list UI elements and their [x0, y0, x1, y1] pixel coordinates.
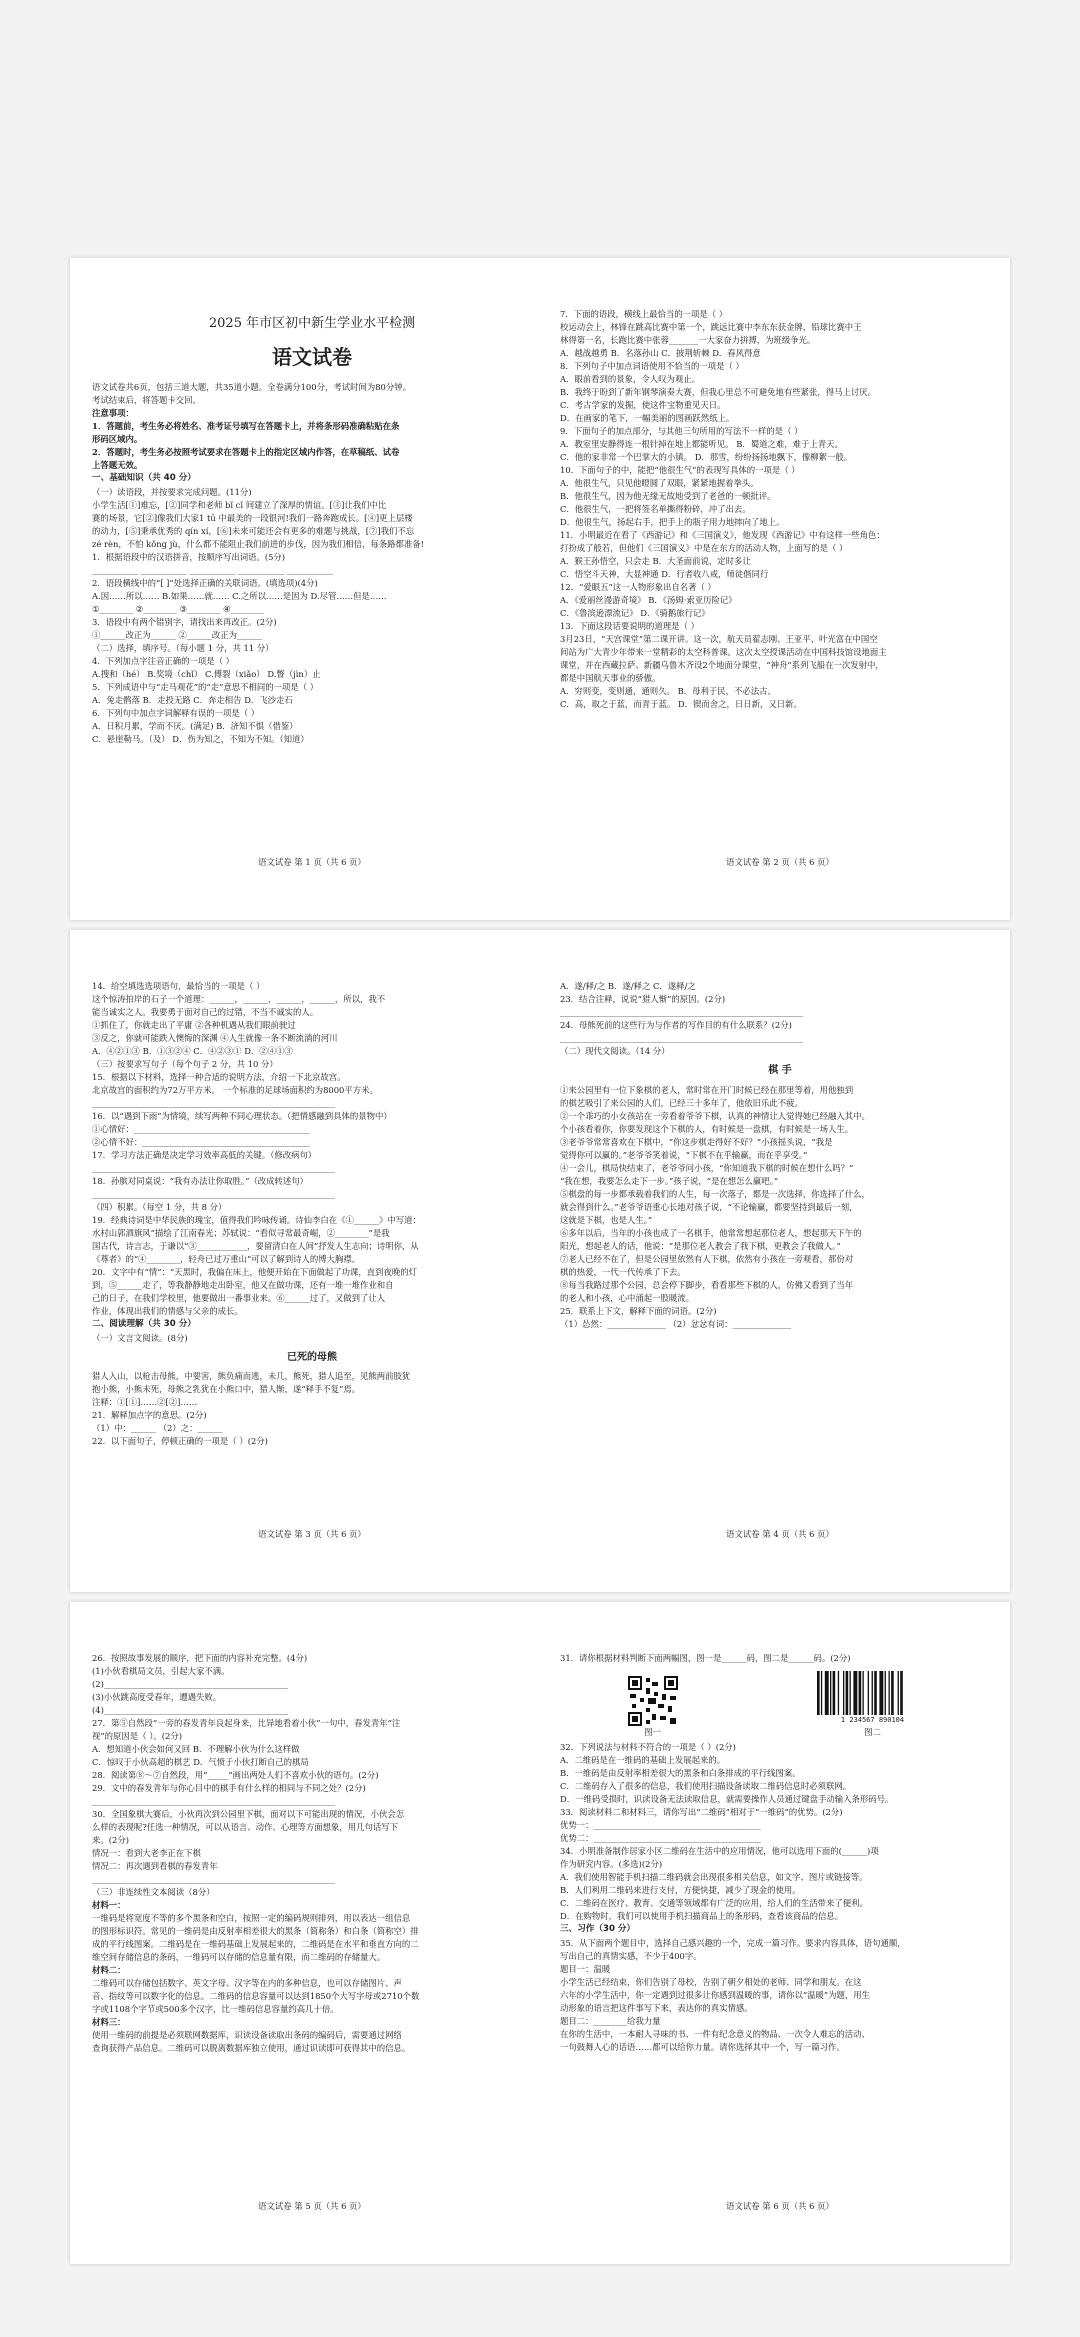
exam-text-line: 字或1108个字节或500多个汉字，比一维码信息容量约高几十倍。 — [92, 2004, 339, 2015]
exam-text-line: 猎人入山，以枪击母熊，中要害，熊负痛而逃，未几，熊死，猎人追至，见熊两前肢犹 — [92, 1371, 411, 1382]
exam-text-line: ①________ ②________ ③________ ④________ — [92, 603, 265, 614]
exam-text-line: 23．结合注释，说说“猎人惭”的原因。(2分) — [560, 994, 726, 1005]
exam-text-line: __________________________________________________________ — [560, 1033, 803, 1044]
page-6-footer: 语文试卷 第 6 页（共 6 页） — [726, 2201, 834, 2211]
exam-text-line: A．穷则变，变则通，通则久。 B．母利于民，不必法古。 — [560, 686, 776, 697]
exam-text-line: A．想知道小伙会如何又回 B．不理解小伙为什么这样做 — [92, 1744, 300, 1755]
barcode-bar — [858, 1671, 861, 1715]
exam-text-line: C．二维码存入了很多的信息，我们使用扫描设备读取二维码信息时必须联网。 — [560, 1781, 852, 1792]
barcode-bar — [832, 1671, 835, 1715]
exam-text-line: A．《爱丽丝漫游奇境》 B．《汤姆·索亚历险记》 — [560, 595, 737, 606]
barcode-bar — [897, 1671, 898, 1715]
exam-text-line: A．猴王孙悟空，只会走 B．大圣面前说，定时多让 — [560, 556, 751, 567]
exam-text-line: (4)____________________________________________ — [92, 1705, 289, 1716]
exam-text-line: 题目二：________给我力量 — [560, 2015, 661, 2026]
exam-text-line: 情况二：再次遇到看棋的春发青年 — [92, 1861, 218, 1872]
exam-text-line: __________________________________________________________ — [92, 1874, 335, 1885]
exam-text-line: 材料一： — [92, 1900, 126, 1911]
exam-text-line: 的棋艺吸引了来公园的人们，已经三十多年了，他依旧乐此不疲。 — [560, 1097, 803, 1108]
exam-text-line: 《尊者》的“④________，轻舟已过万重山”可以了解到诗人的博大胸襟。 — [92, 1254, 361, 1265]
figure-one-caption: 图一 — [644, 1727, 661, 1737]
barcode-bar — [845, 1671, 848, 1715]
figure-two — [813, 1671, 933, 1739]
page-5-left-column — [92, 1652, 532, 2055]
exam-text-line: A.因……所以…… B.如果……就…… C.之所以……是因为 D.尽管……但是…… — [92, 590, 387, 601]
exam-text-line: 音、指纹等可以数字化的信息。二维码的信息容量可以达到1850个大写字母或2710个数 — [92, 1991, 420, 2002]
exam-text-line: 18．孙膑对同桌说：“我有办法让你取胜。”（改成转述句） — [92, 1176, 309, 1187]
exam-text-line: 国古代，诗言志，于谦以“③____________，要留清白在人间”抒发人生志向；诗明你，从 — [92, 1241, 419, 1252]
exam-text-line: 在你的生活中，一本耐人寻味的书、一件有纪念意义的物品、一次令人难忘的活动、 — [560, 2028, 870, 2039]
exam-text-line: ⑦老人已经不在了，但是公园里依然有人下棋，依然有小孩在一旁观看，那份对 — [560, 1253, 854, 1264]
exam-text-line: 维空间存储信息的条码，一维码可以存储的信息量有限，而二维码的存储量大。 — [92, 1952, 386, 1963]
exam-text-line: 己的日子，在我们学校里，他要做出一番事业来。⑥______过了，又做到了让人 — [92, 1293, 386, 1304]
exam-page-sheet-3 — [70, 1602, 1010, 2264]
exam-text-line: 21．解释加点字的意思。(2分) — [92, 1410, 207, 1421]
exam-text-line: 25．联系上下文，解释下面的词语。(2分) — [560, 1305, 717, 1316]
exam-text-line: B．一维码是由反射率相差很大的黑条和白条排成的平行线图案。 — [560, 1768, 801, 1779]
exam-text-line: C．他的家非常一个巴掌大的小镇。 D．那雪，纷纷扬扬地飘下，像柳絮一般。 — [560, 452, 853, 463]
exam-text-line: 棋 手 — [768, 1065, 792, 1077]
barcode-bar — [879, 1671, 883, 1715]
exam-text-line: 优势二：________________________________________ — [560, 1833, 761, 1844]
exam-text-line: D．他很生气，扬起右手，把手上的瓶子用力地摔向了地上。 — [560, 517, 785, 528]
barcode-bar — [830, 1671, 831, 1715]
exam-text-line: 题目一：温暖 — [560, 1963, 611, 1974]
exam-text-line: 5．下列成语中与“走马观花”的“走”意思不相同的一项是（ ） — [92, 681, 319, 692]
exam-text-line: 35．从下面两个题目中，选择自己感兴趣的一个，完成一篇习作。要求内容具体，语句通顺， — [560, 1937, 906, 1948]
exam-text-line: 校运动会上，林锋在跳高比赛中第一个，跳远比赛中李东东获金牌，铅球比赛中王 — [560, 322, 862, 333]
exam-text-line: 一句鼓舞人心的话语……都可以给你力量。请你选择其中一个，写一篇习作。 — [560, 2041, 845, 2052]
barcode-icon — [813, 1671, 933, 1715]
exam-text-line: 13．下面这段话要说明的道理是（ ） — [560, 621, 699, 632]
exam-text-line: 间站为广大青少年带来一堂精彩的太空科普课。这次太空授课活动在中国科技馆设地面主 — [560, 647, 887, 658]
exam-text-line: 26．按照故事发展的顺序，把下面的内容补充完整。(4分) — [92, 1653, 308, 1663]
page-3-footer: 语文试卷 第 3 页（共 6 页） — [258, 1529, 366, 1539]
exam-text-line: 语文试卷共6页，包括三道大题，共35道小题。全卷满分100分，考试时间为80分钟。 — [92, 382, 411, 393]
exam-text-line: 一维码是将宽度不等的多个黑条和空白，按照一定的编码规则排列，用以表达一组信息 — [92, 1913, 411, 1924]
exam-text-line: 小学生活已经结束，你们告别了母校，告别了朝夕相处的老师、同学和朋友。在这 — [560, 1976, 862, 1987]
barcode-bar — [871, 1671, 872, 1715]
exam-text-line: 赛的场景，它[②]像我们大家1 tū 中最美的一段银河!我们一路奔跑成长。[④]更上层楼 — [92, 512, 413, 523]
exam-text-line: C．《鲁滨逊漂流记》 D．《骑鹅旅行记》 — [560, 608, 710, 619]
exam-text-line: 6．下列句中加点字词解释有误的一项是（ ） — [92, 707, 260, 718]
exam-text-line: 六年的小学生活中，你一定遇到过很多让你感到温暖的事，请你以“温暖”为题，用生 — [560, 1989, 871, 2000]
exam-text-line: ①来公园里有一位下象棋的老人，常时常在开门时候已经在那里等着，用他独到 — [560, 1084, 854, 1095]
exam-text-line: （一）文言文阅读。(8分) — [92, 1332, 188, 1343]
exam-text-line: A.搜和（hé） B.奖境（chǐ） C.傅裂（xiǎo） D.瞥（jìn）止 — [92, 668, 321, 679]
exam-text-line: 的动力，[⑤]秉承优秀的 qín xí，[⑥]未来可能还会有更多的难题与挑战，[⑦]我们不忘 — [92, 525, 415, 536]
exam-text-line: 3月23日，“天宫课堂”第二课开讲。这一次，航天员翟志刚、王亚平、叶光富在中国空 — [560, 634, 878, 645]
barcode-bar — [837, 1671, 838, 1715]
exam-text-line: ⑤棋盘的每一步都承载着我们的人生，每一次落子，都是一次选择，你选择了什么， — [560, 1188, 870, 1199]
barcode-bar — [843, 1671, 844, 1715]
exam-text-line: 抱小熊，小熊未死，母熊之乳犹在小熊口中，猎人惭，遂“释手不复”焉。 — [92, 1384, 361, 1395]
exam-text-line: 形码区域内。 — [92, 434, 143, 445]
exam-text-line: 17．学习方法正确是决定学习效率高低的关键。（修改病句） — [92, 1150, 317, 1161]
exam-text-line: 二、阅读理解（共 30 分） — [92, 1319, 196, 1330]
exam-text-line: A．遂/释/之 B．遂/释之 C．遂释/之 — [560, 981, 696, 991]
exam-text-line: __________________________________________________________ — [92, 1189, 335, 1200]
exam-text-line: A．眼前看到的景象，令人叹为观止。 — [560, 374, 701, 385]
exam-text-line: 到，⑤______走了，等我静静地走出卧室，他又在做功课，还有一堆一堆作业和自 — [92, 1280, 394, 1291]
exam-text-line: __________________________________________________________ — [92, 1163, 335, 1174]
exam-text-line: A．兔走鹘落 B．走投无路 C．奔走相告 D．飞沙走石 — [92, 694, 293, 705]
exam-text-line: 16．以“遇到下雨”为情境，续写两种不同心理状态。（把情感融到具体的景物中） — [92, 1111, 392, 1122]
exam-text-line: ⑥多年以后，当年的小孩也成了一名棋手，他常常想起那位老人，想起那天下午的 — [560, 1227, 862, 1238]
barcode-bar — [862, 1671, 863, 1715]
exam-text-line: 这个惊涛拍岸的石子一个道理：______，______，______，______，所以，我不 — [92, 994, 386, 1005]
exam-text-line: 20．文字中有“情”：“天黑时，我偏在床上，他便开始在下面做起了功课，直到夜晚的灯 — [92, 1267, 417, 1278]
barcode-bar — [853, 1671, 857, 1715]
exam-text-line: 查询获得产品信息。二维码可以脱离数据库独立使用，通过识读即可获得其中的信息。 — [92, 2043, 411, 2054]
page-6-right-column — [560, 1652, 1000, 2054]
barcode-bar — [888, 1671, 889, 1715]
page-4-footer: 语文试卷 第 4 页（共 6 页） — [726, 1529, 834, 1539]
barcode-bar — [824, 1671, 828, 1715]
exam-text-line: 课堂，并在西藏拉萨、新疆乌鲁木齐设2个地面分课堂，“神舟”系列飞船在一次发射中， — [560, 660, 884, 671]
exam-text-line: A．我们使用智能手机扫描二维码就会出现很多相关信息，如文字、图片或链接等。 — [560, 1872, 868, 1883]
exam-text-line: （三）按要求写句子（每个句子 2 分，共 10 分） — [92, 1059, 278, 1070]
exam-text-line: 就会得到什么。”老爷爷语重心长地对孩子说，“不论输赢，都要坚持到最后一刻， — [560, 1201, 858, 1212]
exam-text-line: __________________________________________________________ — [560, 1007, 803, 1018]
exam-text-line: ①______改正为______ ②______改正为______ — [92, 629, 263, 640]
exam-text-line: 觉得你可以赢的。”老爷爷笑着说，“下棋不在乎输赢，而在乎享受。” — [560, 1149, 808, 1160]
exam-text-line: ①心情好：__________________________________________ — [92, 1124, 310, 1135]
exam-text-line: ___________ ___________ ___________ ___________ ___________ — [92, 564, 333, 575]
exam-page-sheet-1 — [70, 258, 1010, 920]
exam-text-line: C．高，取之于蓝，而青于蓝。 D．锲而舍之，日日新，又日新。 — [560, 699, 802, 710]
page-3-left-column — [92, 980, 532, 1448]
exam-text-line: 3．语段中有两个错别字，请找出来再改正。(2分) — [92, 616, 277, 627]
exam-text-line: 2．答题时，考生务必按照考试要求在答题卡上的指定区域内作答，在草稿纸、试卷 — [92, 447, 400, 458]
exam-text-line: (1)小伙看棋局文员，引起大家不满。 — [92, 1666, 230, 1677]
exam-text-line: ②心情不好：________________________________________ — [92, 1137, 310, 1148]
exam-text-line: 林得第一名，长跑比赛中张蓉_______一大家奋力拼搏，为班级争光。 — [560, 335, 816, 346]
exam-text-line: 11．小明最近在看了《西游记》和《三国演义》，他发现《西游记》中有这样一些角色： — [560, 530, 885, 541]
exam-text-line: 材料三： — [92, 2017, 126, 2028]
barcode-bar — [820, 1671, 821, 1715]
exam-text-line: “我在想，我要怎么走下一步。”孩子说，“是在想怎么赢吧。” — [560, 1175, 779, 1186]
exam-text-line: （一）读语段，并按要求完成问题。(11分) — [92, 486, 252, 497]
exam-text-line: D．在购物时，我们可以使用手机扫描商品上的条形码，查看该商品的信息。 — [560, 1911, 844, 1922]
exam-text-line: 能当诚实之人。我要勇于面对自己的过错，不当不诚实的人。 — [92, 1007, 319, 1018]
barcode-bar — [900, 1671, 903, 1715]
barcode-bar — [817, 1671, 820, 1715]
exam-text-line: ③反之，你就可能跌入懊悔的深渊 ④人生就像一条不断流淌的河川 — [92, 1033, 338, 1044]
exam-text-line: 来。(2分) — [92, 1835, 129, 1846]
exam-text-line: （1）怂然：______________ （2）忿忿有词：______________ — [560, 1318, 792, 1329]
exam-text-line: （二）现代文阅读。（14 分） — [560, 1046, 670, 1057]
exam-text-line: 的老人和小孩，心中涌起一股暖流。 — [560, 1292, 694, 1303]
exam-text-line: A．他很生气，只见他瞪圆了双眼，紧紧地握着拳头。 — [560, 478, 759, 489]
exam-text-line: 8．下列句子中加点词语使用不恰当的一项是（ ） — [560, 361, 744, 372]
exam-text-line: 4．下列加点字注音正确的一项是（ ） — [92, 655, 234, 666]
exam-text-line: C．悬崖勒马。（及） D．伤为知之，不知为不知。（知道） — [92, 733, 309, 744]
page-1-footer: 语文试卷 第 1 页（共 6 页） — [258, 857, 366, 867]
exam-text-line: 15．根据以下材料，选择一种合适的说明方法，介绍一下北京故宫。 — [92, 1072, 346, 1083]
exam-text-line: A．④②①③ B．①③②④ C．④②③① D．②④①③ — [92, 1046, 293, 1057]
exam-text-line: ⑧每当我路过那个公园，总会停下脚步，看看那些下棋的人，仿佛又看到了当年 — [560, 1279, 854, 1290]
exam-text-line: 已死的母熊 — [287, 1351, 337, 1363]
exam-text-line: B．人们利用二维码来进行支付，方便快捷，减少了现金的使用。 — [560, 1885, 801, 1896]
exam-text-line: 上答题无效。 — [92, 460, 143, 471]
exam-text-line: A．越战越勇 B．名落孙山 C．披荆斩棘 D．春风得意 — [560, 348, 761, 359]
exam-text-line: 二维码可以存储包括数字、英文字母、汉字等在内的多种信息，也可以存储图片、声 — [92, 1978, 402, 1989]
exam-text-line: 情况一：看到大老李正在下棋 — [92, 1848, 201, 1859]
exam-text-line: 2．语段横线中的“[ ]”处选择正确的关联词语。(填选项)(4分) — [92, 577, 318, 588]
exam-text-line: （三）非连续性文本阅读（8分） — [92, 1887, 215, 1898]
exam-page-sheet-2 — [70, 930, 1010, 1592]
exam-text-line: 1．根据语段中的汉语拼音，按顺序写出词语。(5分) — [92, 551, 286, 562]
exam-text-line: 语文试卷 — [272, 345, 352, 370]
exam-text-line: 28．阅读第⑧～⑦自然段，用“_____”画出两处人们不喜欢小伙的语句。(2分) — [92, 1770, 379, 1781]
exam-text-line: 27．第⑤自然段“一旁的春发青年良起身来，比异地看着小伙”一句中，春发青年“注 — [92, 1718, 401, 1729]
exam-text-line: C．二维码在医疗、教育、交通等领域都有广泛的应用，给人们的生活带来了便利。 — [560, 1898, 868, 1909]
exam-text-line: (2)____________________________________________ — [92, 1679, 289, 1690]
exam-text-line: （二）选择，填序号。（每小题 1 分，共 11 分） — [92, 642, 274, 653]
exam-text-line: __________________________________________________________ — [92, 1796, 335, 1807]
barcode-digits: 1 234567 890104 — [840, 1716, 905, 1725]
page-4-right-column — [560, 980, 1000, 1331]
page-1-left-column — [92, 308, 532, 746]
exam-text-line: 2025 年市区初中新生学业水平检测 — [208, 316, 416, 331]
exam-text-line: 24．母熊死前的这些行为与作者的写作目的有什么联系？(2分) — [560, 1020, 792, 1031]
exam-text-line: 7．下面的语段，横线上最恰当的一项是（ ） — [560, 309, 728, 319]
page-2-right-column — [560, 308, 1000, 711]
exam-text-line: 作为研究内容。(多选)(2分) — [560, 1859, 663, 1870]
exam-text-line: C．悟空斗天神，大显神通 D．行者收八戒，师徒偕同行 — [560, 569, 769, 580]
exam-text-line: zé rèn，不怕 kǒng jù，什么都不能阻止我们前进的步伐，因为我们相信，每条路都准备! — [92, 538, 424, 549]
exam-text-line: C．他很生气，一把将签名单撕得粉碎，冲了出去。 — [560, 504, 751, 515]
exam-text-line: 写出自己的真情实感，不少于400字。 — [560, 1950, 702, 1961]
exam-text-line: 注释：①[①]……②[②]…… — [92, 1397, 198, 1408]
exam-text-line: 34．小明准备制作居家小区二维码在生活中的应用情况，他可以选用下面的(______)项 — [560, 1846, 879, 1857]
exam-text-line: 1．答题前，考生务必将姓名、准考证号填写在答题卡上，并将条形码准确粘贴在条 — [92, 421, 400, 432]
exam-text-line: 都是中国航天事业的骄傲。 — [560, 673, 661, 684]
exam-text-line: 阳光，想起老人的话，他说：“是那位老人教会了我下棋，更教会了我做人。” — [560, 1240, 841, 1251]
exam-text-line: 一、基础知识（共 40 分） — [92, 473, 196, 484]
barcode-bar — [891, 1671, 894, 1715]
exam-text-line: 视”的原因是（ ）。(2分) — [92, 1731, 182, 1742]
exam-text-line: 19．经典诗词是中华民族的瑰宝，值得我们吟咏传诵。诗仙李白在《①______》中写道： — [92, 1215, 421, 1226]
barcode-bar — [874, 1671, 877, 1715]
exam-text-line: 29．文中的春发青年与你心目中的棋手有什么样的相同与不同之处？(2分) — [92, 1783, 366, 1794]
exam-text-line: ④一会儿，棋局快结束了，老爷爷问小孩，“你知道我下棋的时候在想什么吗？” — [560, 1162, 854, 1173]
qr-code-icon — [628, 1676, 678, 1726]
figure-one — [628, 1676, 678, 1739]
exam-text-line: A．二维码是在一维码的基础上发展起来的。 — [560, 1755, 726, 1766]
exam-text-line: （四）积累。（每空 1 分，共 8 分） — [92, 1202, 227, 1213]
exam-text-line: 10．下面句子的中，能把“他很生气”的表现写具体的一项是（ ） — [560, 465, 800, 476]
exam-text-line: ①抓住了，你就走出了平庸 ②各种机遇从我们眼前驶过 — [92, 1020, 296, 1031]
exam-text-line: 这就是下棋，也是人生。” — [560, 1214, 653, 1225]
exam-text-line: 9．下面句子的加点部分，与其他三句所用的写法不一样的是（ ） — [560, 426, 803, 437]
exam-text-line: 30．全国象棋大赛后，小伙再次到公园里下棋，面对以下可能出现的情况，小伙会怎 — [92, 1809, 405, 1820]
exam-text-line: 水村山郭酒旗风”描绘了江南春光；苏轼说：“看似寻常最奇崛，②________”是我 — [92, 1228, 390, 1239]
exam-text-line: 14．给空填选选项语句，最恰当的一项是（ ） — [92, 981, 265, 991]
exam-text-line: B．我终于盼到了新年钢琴演奏大赛，但我心里总不可避免地有些紧张，得马上讨厌。 — [560, 387, 877, 398]
page-2-footer: 语文试卷 第 2 页（共 6 页） — [726, 857, 834, 867]
exam-text-line: C．惊叹于小伙高超的棋艺 D．气愤于小伙打断自己的棋局 — [92, 1757, 309, 1768]
barcode-bar — [849, 1671, 850, 1715]
exam-text-line: ③老爷爷常常喜欢在下棋中，“你这步棋走得好不好？”小孩摇头说，“我是 — [560, 1136, 833, 1147]
exam-text-line: D．一维码受损时，识读设备无法读取信息，就需要操作人员通过键盘手动输入条形码号。 — [560, 1794, 894, 1805]
exam-text-line: 22．以下面句子，停顿正确的一项是（ ）(2分) — [92, 1436, 268, 1447]
exam-text-line: 考试结束后，将答题卡交回。 — [92, 395, 201, 406]
exam-text-line: 北京故宫的面积约为72万平方米。 一个标准的足球场面积约为8000平方米。 — [92, 1085, 378, 1096]
exam-text-line: B．他很生气，因为他无缘无故地受到了老爸的一顿批评。 — [560, 491, 776, 502]
exam-text-line: 个小孩看着你，你要发现这个下棋的人，有时候是一盘棋，有时候是一场人生。 — [560, 1123, 854, 1134]
figure-two-caption: 图二 — [864, 1727, 881, 1737]
barcode-bar — [884, 1671, 885, 1715]
page-5-footer: 语文试卷 第 5 页（共 6 页） — [258, 2201, 366, 2211]
exam-text-line: 作业，体现出我们的情感与父亲的成长。 — [92, 1306, 243, 1317]
exam-text-line: 注意事项： — [92, 408, 134, 419]
exam-text-line: ②一个乖巧的小女孩站在一旁看着爷爷下棋，认真的神情让人觉得她已经融入其中。 — [560, 1110, 870, 1121]
code-figures — [560, 1673, 1000, 1739]
exam-text-line: __________________________________________________________ — [92, 1098, 335, 1109]
exam-text-line: 么样的表现呢?任选一种情况，可以从语言、动作、心理等方面想象，用几句话写下 — [92, 1822, 398, 1833]
exam-text-line: 33．阅读材料二和材料三，请你写出“二维码”相对于“一维码”的优势。(2分) — [560, 1807, 843, 1818]
exam-text-line: 使用一维码的前提是必须联网数据库，识读设备读取出条码的编码后，需要通过网络 — [92, 2030, 402, 2041]
exam-text-line: 三、习作（30 分） — [560, 1924, 636, 1935]
exam-text-line: 32．下列说法与材料不符合的一项是（ ）(2分) — [560, 1742, 736, 1753]
exam-text-line: 的图形标识符。常见的一维码是由反射率相差很大的黑条（简称条）和白条（简称空）排 — [92, 1926, 419, 1937]
exam-text-line: 12．“爱眼五”这一人物形象出自名著（ ） — [560, 582, 716, 593]
exam-text-line: A．日积月累，学而不厌。(满足) B．济知不惧（借鉴） — [92, 720, 298, 731]
exam-text-line: 动形象的语言把这件事写下来，表达你的真实情感。 — [560, 2002, 753, 2013]
exam-text-line: 打扮成了般若，但他们《三国演义》中是在东方的活动人物，上面写的是（ ） — [560, 543, 848, 554]
exam-text-line: 小学生活[①]难忘，[②]同学和老师 bǐ cǐ 间建立了深厚的情谊。[③]让我们中比 — [92, 499, 387, 510]
exam-text-line: C．考古学家的发掘，使这件宝物重见天日。 — [560, 400, 726, 411]
exam-text-line: 材料二： — [92, 1965, 126, 1976]
exam-text-line: D．在画家的笔下，一幅美丽的图画跃然纸上。 — [560, 413, 735, 424]
exam-text-line: （1）中：______ （2）之：______ — [92, 1423, 223, 1434]
exam-text-line: (3)小伙跳高度受春年，遭遇失败。 — [92, 1692, 222, 1703]
exam-text-line: 棋的热爱，一代一代传承了下去。 — [560, 1266, 686, 1277]
exam-text-line: 31．请你根据材料判断下面两幅图，图一是______码，图二是______码。(2分) — [560, 1653, 851, 1663]
exam-text-line: 成的平行线图案。二维码是在一维码基础上发展起来的，二维码是在水平和垂直方向的二 — [92, 1939, 419, 1950]
exam-text-line: A．教室里安静得连一根针掉在地上都能听见。 B．蜀道之难，难于上青天。 — [560, 439, 843, 450]
barcode-bar — [867, 1671, 868, 1715]
exam-text-line: 优势一：________________________________________ — [560, 1820, 761, 1831]
